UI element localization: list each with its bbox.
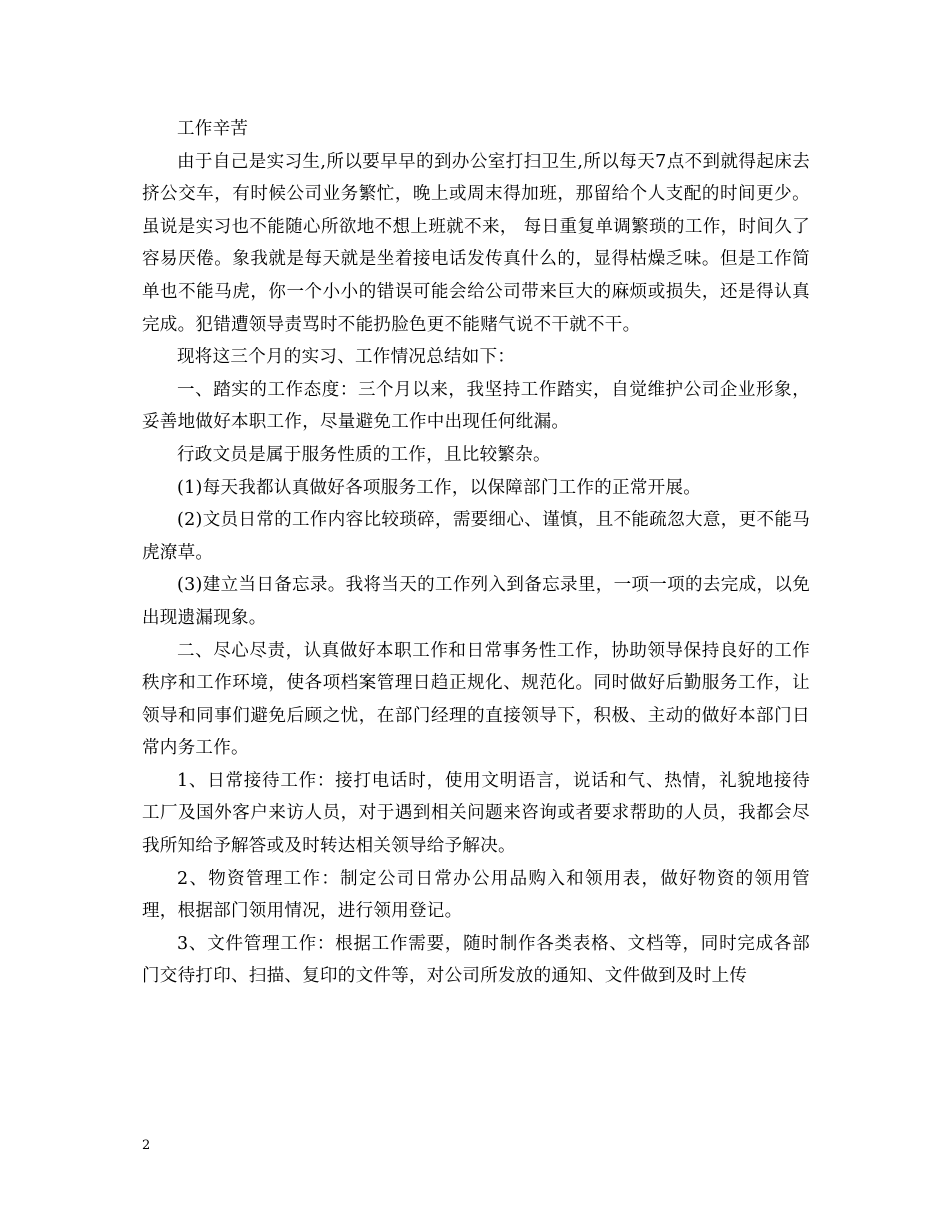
paragraph-work-attitude: 一、踏实的工作态度：三个月以来，我坚持工作踏实，自觉维护公司企业形象，妥善地做好本职工作，尽量避免工作中出现任何纰漏。 — [142, 379, 810, 433]
document-body — [142, 113, 810, 993]
list-item-2: (2)文员日常的工作内容比较琐碎，需要细心、谨慎，且不能疏忽大意，更不能马虎潦草。 — [142, 510, 810, 563]
paragraph-reception-work: 1、日常接待工作：接打电话时，使用文明语言，说话和气、热情，礼貌地接待工厂及国外客户来访人员，对于遇到相关问题来咨询或者要求帮助的人员，我都会尽我所知给予解答或及时转达相关领导给予解决。 — [142, 770, 810, 857]
page-number: 2 — [142, 1138, 151, 1153]
paragraph-work-hardship: 由于自己是实习生,所以要早早的到办公室打扫卫生,所以每天7点不到就得起床去挤公交车，有时候公司业务繁忙，晚上或周末得加班，那留给个人支配的时间更少。虽说是实习也不能随心所欲地不想上班就不来， 每日重复单调繁琐的工作，时间久了容易厌倦。象我就是每天就是坐着接电话发传真什么的，显得枯燥乏味。但是工作简单也不能马虎，你一个小小的错误可能会给公司带来巨大的麻烦或损失，还是得认真完成。犯错遭领导责骂时不能扔脸色更不能赌气说不干就不干。 — [142, 151, 810, 335]
paragraph-summary-intro: 现将这三个月的实习、工作情况总结如下： — [177, 347, 516, 368]
paragraph-responsibility: 二、尽心尽责，认真做好本职工作和日常事务性工作，协助领导保持良好的工作秩序和工作环境，使各项档案管理日趋正规化、规范化。同时做好后勤服务工作，让领导和同事们避免后顾之忧，在部门经理的直接领导下，积极、主动的做好本部门日常内务工作。 — [142, 640, 810, 759]
list-item-1: (1)每天我都认真做好各项服务工作，以保障部门工作的正常开展。 — [177, 477, 702, 498]
paragraph-clerk-nature: 行政文员是属于服务性质的工作，且比较繁杂。 — [177, 444, 551, 465]
paragraph-file-management: 3、文件管理工作：根据工作需要，随时制作各类表格、文档等，同时完成各部门交待打印、扫描、复印的文件等，对公司所发放的通知、文件做到及时上传 — [142, 933, 810, 987]
section-heading: 工作辛苦 — [177, 119, 249, 139]
list-item-3: (3)建立当日备忘录。我将当天的工作列入到备忘录里，一项一项的去完成，以免出现遗漏现象。 — [142, 575, 810, 628]
paragraph-supplies-management: 2、物资管理工作：制定公司日常办公用品购入和领用表，做好物资的领用管理，根据部门领用情况，进行领用登记。 — [142, 868, 810, 922]
